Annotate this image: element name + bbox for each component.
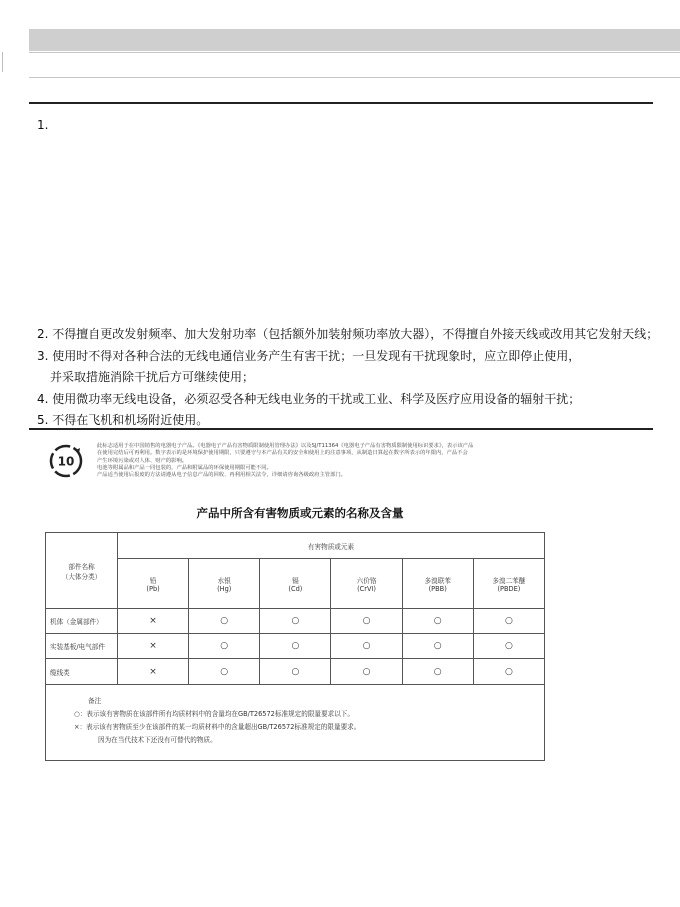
part-name-header-line: 部件名称 [68,562,95,571]
section-rule-top [29,102,653,104]
usage-rules-list [37,324,658,432]
section-rule-bottom [29,428,653,430]
rule-item-2: 2. 不得擅自更改发射频率、加大发射功率（包括额外加装射频功率放大器），不得擅自外接天线或改用其它发射天线； [37,327,659,341]
part-name-header [46,533,118,609]
mark-cell: ○ [260,634,331,659]
mark-cell: ○ [473,634,544,659]
hazardous-substance-table [45,532,545,761]
mark-cell: ○ [473,659,544,685]
header-band [29,29,680,51]
rule-item-4: 4. 使用微功率无线电设备，必须忍受各种无线电业务的干扰或工业、科学及医疗应用设备的辐射干扰； [37,391,581,406]
page-edge-mark [2,52,3,72]
substance-header: 镉 (Cd) [260,559,331,609]
mark-cell: ○ [260,659,331,685]
substance-header: 六价铬 (CrVI) [331,559,402,609]
substance-header-row [46,559,545,609]
notice-line: 产品适当使用后报废的方法请遵从电子信息产品的回收、再利用相关法令，详细请咨询各级政府主管部门。 [97,472,346,479]
mark-cell: × [118,609,189,634]
mark-cell: ○ [331,659,402,685]
rule-item-5: 5. 不得在飞机和机场附近使用。 [37,413,209,427]
substance-header: 水银 (Hg) [189,559,260,609]
logo-number: 10 [57,454,75,469]
table-row [46,634,545,659]
part-name: 机体（金属部件） [46,609,118,634]
notice-line: 电池等附属品和产品一同包装的，产品和附属品的环保使用期限可能不同。 [97,464,272,471]
note-circle: ○：表示该有害物质在该部件所有均质材料中的含量均在GB/T26572标准规定的限量要求以下。 [74,710,354,718]
environment-protection-use-period-icon [49,444,83,478]
notes-heading: 备注 [88,697,102,705]
mark-cell: ○ [331,634,402,659]
note-cross-continued: 因为在当代技术下还没有可替代的物质。 [98,736,217,744]
mark-cell: × [118,659,189,685]
rule-item-3-continued: 并采取措施消除干扰后方可继续使用； [50,370,255,384]
mark-cell: ○ [260,609,331,634]
item-1-number: 1. [37,118,49,132]
note-cross: ×：表示该有害物质至少在该部件的某一均质材料中的含量超出GB/T26572标准规定的限量要求。 [74,723,361,731]
rule-item-3: 3. 使用时不得对各种合法的无线电通信业务产生有害干扰；一旦发现有干扰现象时，应立即停止使用， [37,348,581,363]
substance-header: 多溴二苯醚 (PBDE) [473,559,544,609]
notice-line: 在使用完结后可再利用。数字表示的是环境保护使用期限，只要遵守与本产品有关的安全和使用上的注意事项，从制造日算起在数字所表示的年限内，产品不会 [97,450,468,457]
mark-cell: ○ [331,609,402,634]
mark-cell: ○ [402,634,473,659]
header-divider-bottom [29,77,680,78]
mark-cell: × [118,634,189,659]
mark-cell: ○ [402,609,473,634]
substance-header: 多溴联苯 (PBB) [402,559,473,609]
table-row [46,659,545,685]
mark-cell: ○ [189,659,260,685]
notice-line: 此标志适用于在中国销售的电器电子产品。《电器电子产品有害物质限制使用管理办法》以及SJ/T11364《电器电子产品有害物质限制使用标识要求》，表示该产品 [97,443,474,449]
notes-row [46,685,545,761]
substance-header: 铅 (Pb) [118,559,189,609]
table-row [46,609,545,634]
substance-group-header: 有害物质或元素 [118,533,545,559]
substance-table-title: 产品中所含有害物质或元素的名称及含量 [196,506,404,520]
mark-cell: ○ [473,609,544,634]
hazardous-substance-notice [97,443,552,479]
mark-cell: ○ [189,634,260,659]
mark-cell: ○ [189,609,260,634]
part-name-header-line: （大体分类） [61,572,102,581]
part-name: 实装基板/电气部件 [46,634,118,659]
header-divider-top [29,52,680,53]
mark-cell: ○ [402,659,473,685]
part-name: 缆线类 [46,659,118,685]
notice-line: 产生环境污染或对人体、财产的影响。 [97,457,188,464]
table-notes [46,685,545,761]
table-header-row [46,533,545,559]
